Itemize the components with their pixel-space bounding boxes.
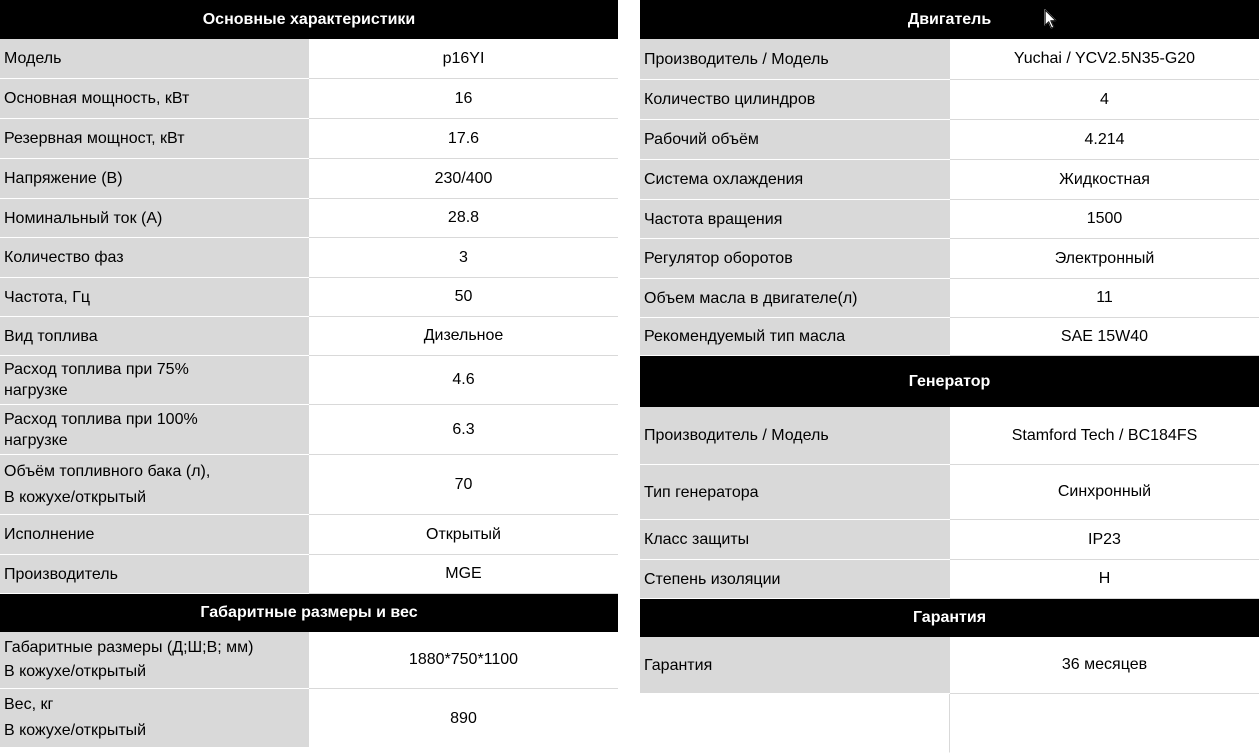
row-label: Система охлаждения <box>640 160 950 200</box>
row-value: 28.8 <box>309 199 618 238</box>
table-row <box>640 39 1259 80</box>
row-label: Частота, Гц <box>0 278 309 317</box>
table-row <box>0 455 618 515</box>
row-label <box>0 632 309 689</box>
row-label: Степень изоляции <box>640 560 950 599</box>
row-value: 36 месяцев <box>950 637 1259 694</box>
row-value: 230/400 <box>309 159 618 199</box>
row-label: Рекомендуемый тип масла <box>640 318 950 356</box>
row-value: SAE 15W40 <box>950 318 1259 356</box>
table-row <box>640 239 1259 279</box>
row-label: Количество фаз <box>0 238 309 278</box>
empty-cell <box>640 694 950 753</box>
row-label <box>0 689 309 748</box>
row-value: 17.6 <box>309 119 618 159</box>
row-value: Дизельное <box>309 317 618 356</box>
dimensions-header: Габаритные размеры и вес <box>0 594 618 632</box>
table-row <box>0 356 618 405</box>
row-value: 4.6 <box>309 356 618 405</box>
row-value: 1500 <box>950 200 1259 239</box>
empty-row <box>640 694 1259 753</box>
table-row <box>640 279 1259 318</box>
table-row <box>0 317 618 356</box>
row-label-line2: нагрузке <box>4 431 68 449</box>
empty-cell <box>950 694 1259 753</box>
table-row <box>0 689 618 748</box>
row-label: Объем масла в двигателе(л) <box>640 279 950 318</box>
table-row <box>640 465 1259 520</box>
row-value: Синхронный <box>950 465 1259 520</box>
table-row <box>640 318 1259 356</box>
table-row <box>640 120 1259 160</box>
row-label-line2: В кожухе/открытый <box>4 663 147 680</box>
table-row <box>640 560 1259 599</box>
row-value: 11 <box>950 279 1259 318</box>
table-row <box>0 119 618 159</box>
row-label-line2: В кожухе/открытый <box>4 488 147 506</box>
row-value: p16YI <box>309 39 618 79</box>
generator-header: Генератор <box>640 356 1259 407</box>
engine-generator-table <box>640 0 1259 753</box>
row-label <box>0 356 309 405</box>
table-row <box>0 39 618 79</box>
table-row <box>640 520 1259 560</box>
warranty-header: Гарантия <box>640 599 1259 637</box>
row-label: Вид топлива <box>0 317 309 356</box>
row-label-line2: нагрузке <box>4 382 68 399</box>
table-row <box>0 632 618 689</box>
row-label: Класс защиты <box>640 520 950 560</box>
row-label: Напряжение (В) <box>0 159 309 199</box>
row-label: Тип генератора <box>640 465 950 520</box>
row-label-line1: Вес, кг <box>4 696 54 713</box>
table-row <box>0 238 618 278</box>
table-row <box>0 278 618 317</box>
row-label <box>0 405 309 455</box>
table-row <box>640 637 1259 694</box>
row-value: 6.3 <box>309 405 618 455</box>
row-value: MGE <box>309 555 618 594</box>
main-specs-header: Основные характеристики <box>0 0 618 39</box>
row-label-line1: Габаритные размеры (Д;Ш;В; мм) <box>4 639 254 656</box>
row-label: Модель <box>0 39 309 79</box>
table-row <box>0 555 618 594</box>
row-label: Производитель <box>0 555 309 594</box>
table-row <box>640 80 1259 120</box>
row-label-line1: Расход топлива при 100% <box>4 410 198 428</box>
table-row <box>640 160 1259 200</box>
row-label: Резервная мощност, кВт <box>0 119 309 159</box>
row-value: 16 <box>309 79 618 119</box>
row-label: Рабочий объём <box>640 120 950 160</box>
row-value: 3 <box>309 238 618 278</box>
row-label: Частота вращения <box>640 200 950 239</box>
row-value: 70 <box>309 455 618 515</box>
row-label: Номинальный ток (А) <box>0 199 309 238</box>
row-label: Производитель / Модель <box>640 407 950 465</box>
row-value: 50 <box>309 278 618 317</box>
row-label: Производитель / Модель <box>640 39 950 80</box>
row-label-line1: Расход топлива при 75% <box>4 361 189 378</box>
mouse-pointer-icon <box>1044 9 1058 29</box>
row-value: 4 <box>950 80 1259 120</box>
table-row <box>0 199 618 238</box>
row-label-line2: В кожухе/открытый <box>4 722 147 739</box>
table-row <box>0 79 618 119</box>
row-value: Stamford Tech / BC184FS <box>950 407 1259 465</box>
row-value: 4.214 <box>950 120 1259 160</box>
row-label: Гарантия <box>640 637 950 694</box>
row-value: IP23 <box>950 520 1259 560</box>
table-row <box>0 515 618 555</box>
row-value: Открытый <box>309 515 618 555</box>
row-value: Жидкостная <box>950 160 1259 200</box>
row-label-line1: Объём топливного бака (л), <box>4 462 211 480</box>
row-value: Yuchai / YCV2.5N35-G20 <box>950 39 1259 80</box>
row-value: Электронный <box>950 239 1259 279</box>
row-value: 890 <box>450 709 477 727</box>
engine-header: Двигатель <box>640 0 1259 39</box>
row-label: Исполнение <box>0 515 309 555</box>
table-row <box>0 405 618 455</box>
main-specs-table <box>0 0 618 748</box>
row-label: Основная мощность, кВт <box>0 79 309 119</box>
row-value: 1880*750*1100 <box>309 632 618 689</box>
row-label <box>0 455 309 515</box>
table-row <box>0 159 618 199</box>
table-row <box>640 407 1259 465</box>
row-value: H <box>950 560 1259 599</box>
table-row <box>640 200 1259 239</box>
row-label: Регулятор оборотов <box>640 239 950 279</box>
row-label: Количество цилиндров <box>640 80 950 120</box>
